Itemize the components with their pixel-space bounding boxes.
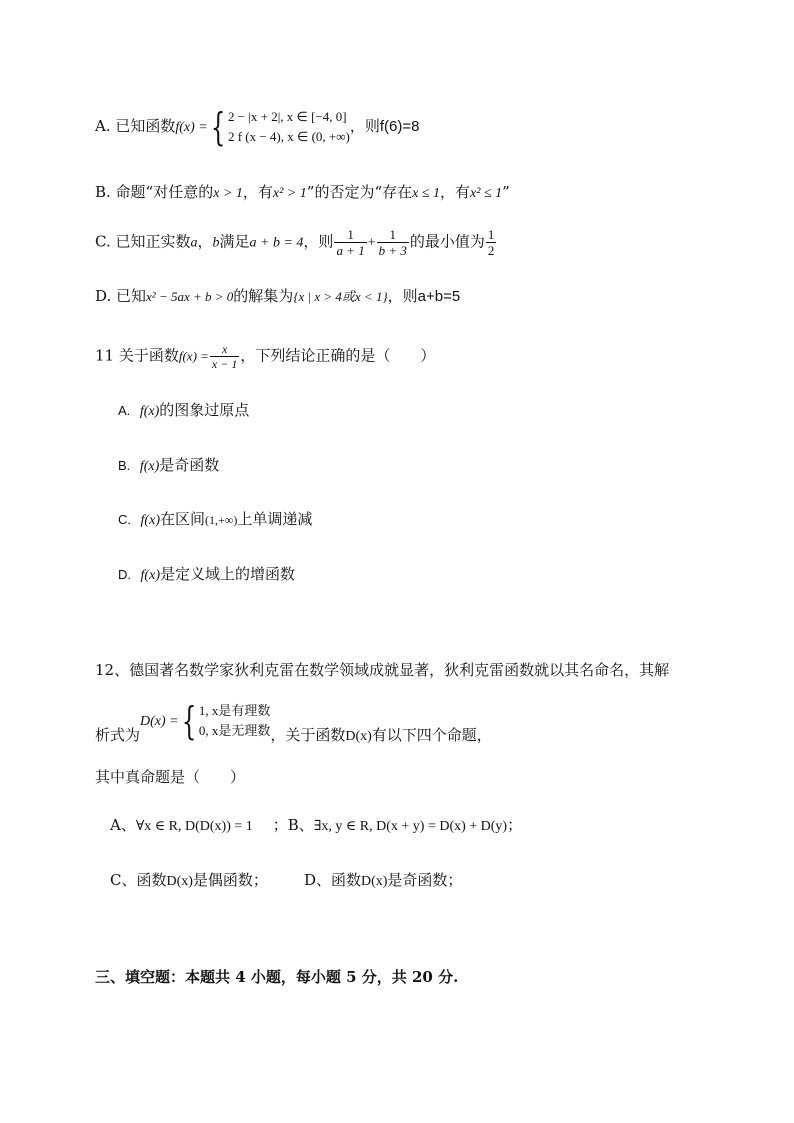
q10-option-c xyxy=(95,228,497,257)
q10-d-ineq: x² − 5ax + b > 0 xyxy=(146,289,234,304)
q12-d-math: D(x) xyxy=(360,874,388,889)
q12-brace: { xyxy=(181,699,196,743)
q10-option-b xyxy=(95,185,510,201)
q11-c-math: f(x) xyxy=(140,513,160,528)
q10-a-case1: 2 − |x + 2|, x ∈ [−4, 0] xyxy=(227,109,347,124)
q10-c-answer-den: 2 xyxy=(487,243,495,258)
q11-stem-prefix: 11 关于函数 xyxy=(95,346,179,365)
q10-c-prefix: C. 已知正实数 xyxy=(95,232,191,251)
q10-a-suffix: ，则 xyxy=(349,117,380,135)
q12-b-math: ∃x, y ∈ R, D(x + y) = D(x) + D(y) xyxy=(313,819,508,834)
q10-option-d xyxy=(95,289,460,304)
q11-a-text: 的图象过原点 xyxy=(159,401,250,419)
q12-d-text: 是奇函数； xyxy=(387,871,463,889)
q11-frac-den: x − 1 xyxy=(211,357,238,371)
q10-c-frac1-den: a + 1 xyxy=(336,243,365,258)
q10-a-case2: 2 f (x − 4), x ∈ (0, +∞) xyxy=(227,129,350,144)
q10-c-answer xyxy=(486,228,497,257)
q10-c-then: ，则 xyxy=(303,232,334,251)
q10-c-frac2 xyxy=(377,228,409,257)
q11-a-math: f(x) xyxy=(139,404,160,419)
q11-c-label: C. xyxy=(118,512,131,527)
q12-c-label: C、函数 xyxy=(110,871,167,889)
q10-d-result: a+b=5 xyxy=(417,288,461,305)
q11-stem xyxy=(95,343,435,370)
q10-b-x2: x² > 1 xyxy=(272,186,307,201)
q10-c-plus: + xyxy=(367,235,376,251)
q10-c-answer-num: 1 xyxy=(487,227,495,242)
q11-d-label: D. xyxy=(118,567,131,582)
q12-case1: 1, x是有理数 xyxy=(198,703,271,718)
q11-option-a xyxy=(118,403,249,419)
q10-b-prefix: B. 命题“对任意的 xyxy=(95,183,214,201)
q10-d-set: {x | x > 4或x < 1} xyxy=(293,289,388,304)
q12-dfun: D(x) xyxy=(345,729,372,744)
q10-a-cases xyxy=(228,107,350,147)
q10-c-frac1 xyxy=(334,228,366,257)
q12-a-semi: ； xyxy=(272,816,288,834)
q12-case2: 0, x是无理数 xyxy=(198,723,271,738)
q12-c-text: 是偶函数； xyxy=(192,871,268,889)
q12-b-semi: ； xyxy=(507,816,523,834)
q10-d-prefix: D. 已知 xyxy=(95,287,147,305)
q10-c-frac2-num: 1 xyxy=(377,228,409,243)
q10-c-mid: 满足 xyxy=(219,232,250,251)
q11-option-b xyxy=(118,458,219,474)
q11-option-c xyxy=(118,512,312,528)
q10-b-mid3: ，有 xyxy=(440,183,471,201)
q12-c-math: D(x) xyxy=(166,874,193,889)
q11-d-text: 是定义域上的增函数 xyxy=(159,565,295,583)
q12-d-label: D、函数 xyxy=(303,871,361,889)
q10-d-mid: 的解集为 xyxy=(233,287,294,305)
q12-line2-end: 有以下四个命题， xyxy=(371,726,492,744)
q10-c-min: 的最小值为 xyxy=(409,232,485,251)
q10-d-then: ，则 xyxy=(387,287,418,305)
q11-b-text: 是奇函数 xyxy=(159,456,220,474)
q11-b-math: f(x) xyxy=(139,459,160,474)
section-3-title: 三、填空题：本题共 4 小题，每小题 5 分，共 20 分. xyxy=(95,968,459,986)
q12-cases xyxy=(199,701,271,741)
q10-a-result: f(6)=8 xyxy=(379,118,420,135)
q10-a-brace: { xyxy=(210,105,226,149)
q11-c-text: 在区间 xyxy=(159,510,205,528)
q10-b-x3: x ≤ 1 xyxy=(412,186,441,201)
q12-options-ab xyxy=(110,818,522,834)
q10-b-x4: x² ≤ 1 xyxy=(470,186,503,201)
q10-c-a: a xyxy=(190,235,198,251)
q11-option-d xyxy=(118,567,295,583)
q10-c-cond: a + b = 4 xyxy=(249,235,304,251)
q10-a-fx: f(x) = xyxy=(175,120,208,135)
q12-stem-line1: 12、德国著名数学家狄利克雷在数学领域成就显著，狄利克雷函数就以其名命名，其解 xyxy=(95,661,670,679)
q10-b-mid1: ，有 xyxy=(242,183,273,201)
q10-c-sep: ， xyxy=(197,232,213,251)
q11-c-text2: 上单调递减 xyxy=(237,510,313,528)
q11-d-math: f(x) xyxy=(140,568,160,583)
q11-stem-suffix: ，下列结论正确的是（ ） xyxy=(240,346,436,365)
q12-dx: D(x) = xyxy=(140,714,179,729)
q11-frac-num: x xyxy=(210,343,239,357)
q11-a-label: A. xyxy=(118,403,131,418)
q11-b-label: B. xyxy=(118,458,131,473)
q12-stem-line2 xyxy=(95,691,492,744)
q10-a-prefix: A. 已知函数 xyxy=(95,117,176,135)
q10-b-mid2: ”的否定为“存在 xyxy=(306,183,413,201)
q10-c-frac1-num: 1 xyxy=(334,228,366,243)
q12-options-cd xyxy=(110,873,462,889)
q11-fraction xyxy=(210,343,239,370)
q10-b-x1: x > 1 xyxy=(213,186,243,201)
q10-b-end: ” xyxy=(502,183,510,201)
q12-b-label: B、 xyxy=(287,816,314,834)
q11-fx: f(x) = xyxy=(178,348,209,364)
q12-line2-suffix: ，关于函数 xyxy=(270,726,346,744)
q12-line2-prefix: 析式为 xyxy=(95,726,141,744)
q10-option-a xyxy=(95,107,419,147)
q10-c-b: b xyxy=(212,235,220,251)
q12-stem-line3: 其中真命题是（ ） xyxy=(95,768,246,786)
q12-a-math: ∀x ∈ R, D(D(x)) = 1 xyxy=(135,819,253,834)
q11-c-interval: (1,+∞) xyxy=(205,513,238,527)
q12-a-label: A、 xyxy=(110,816,136,834)
q10-c-frac2-den: b + 3 xyxy=(378,243,407,258)
